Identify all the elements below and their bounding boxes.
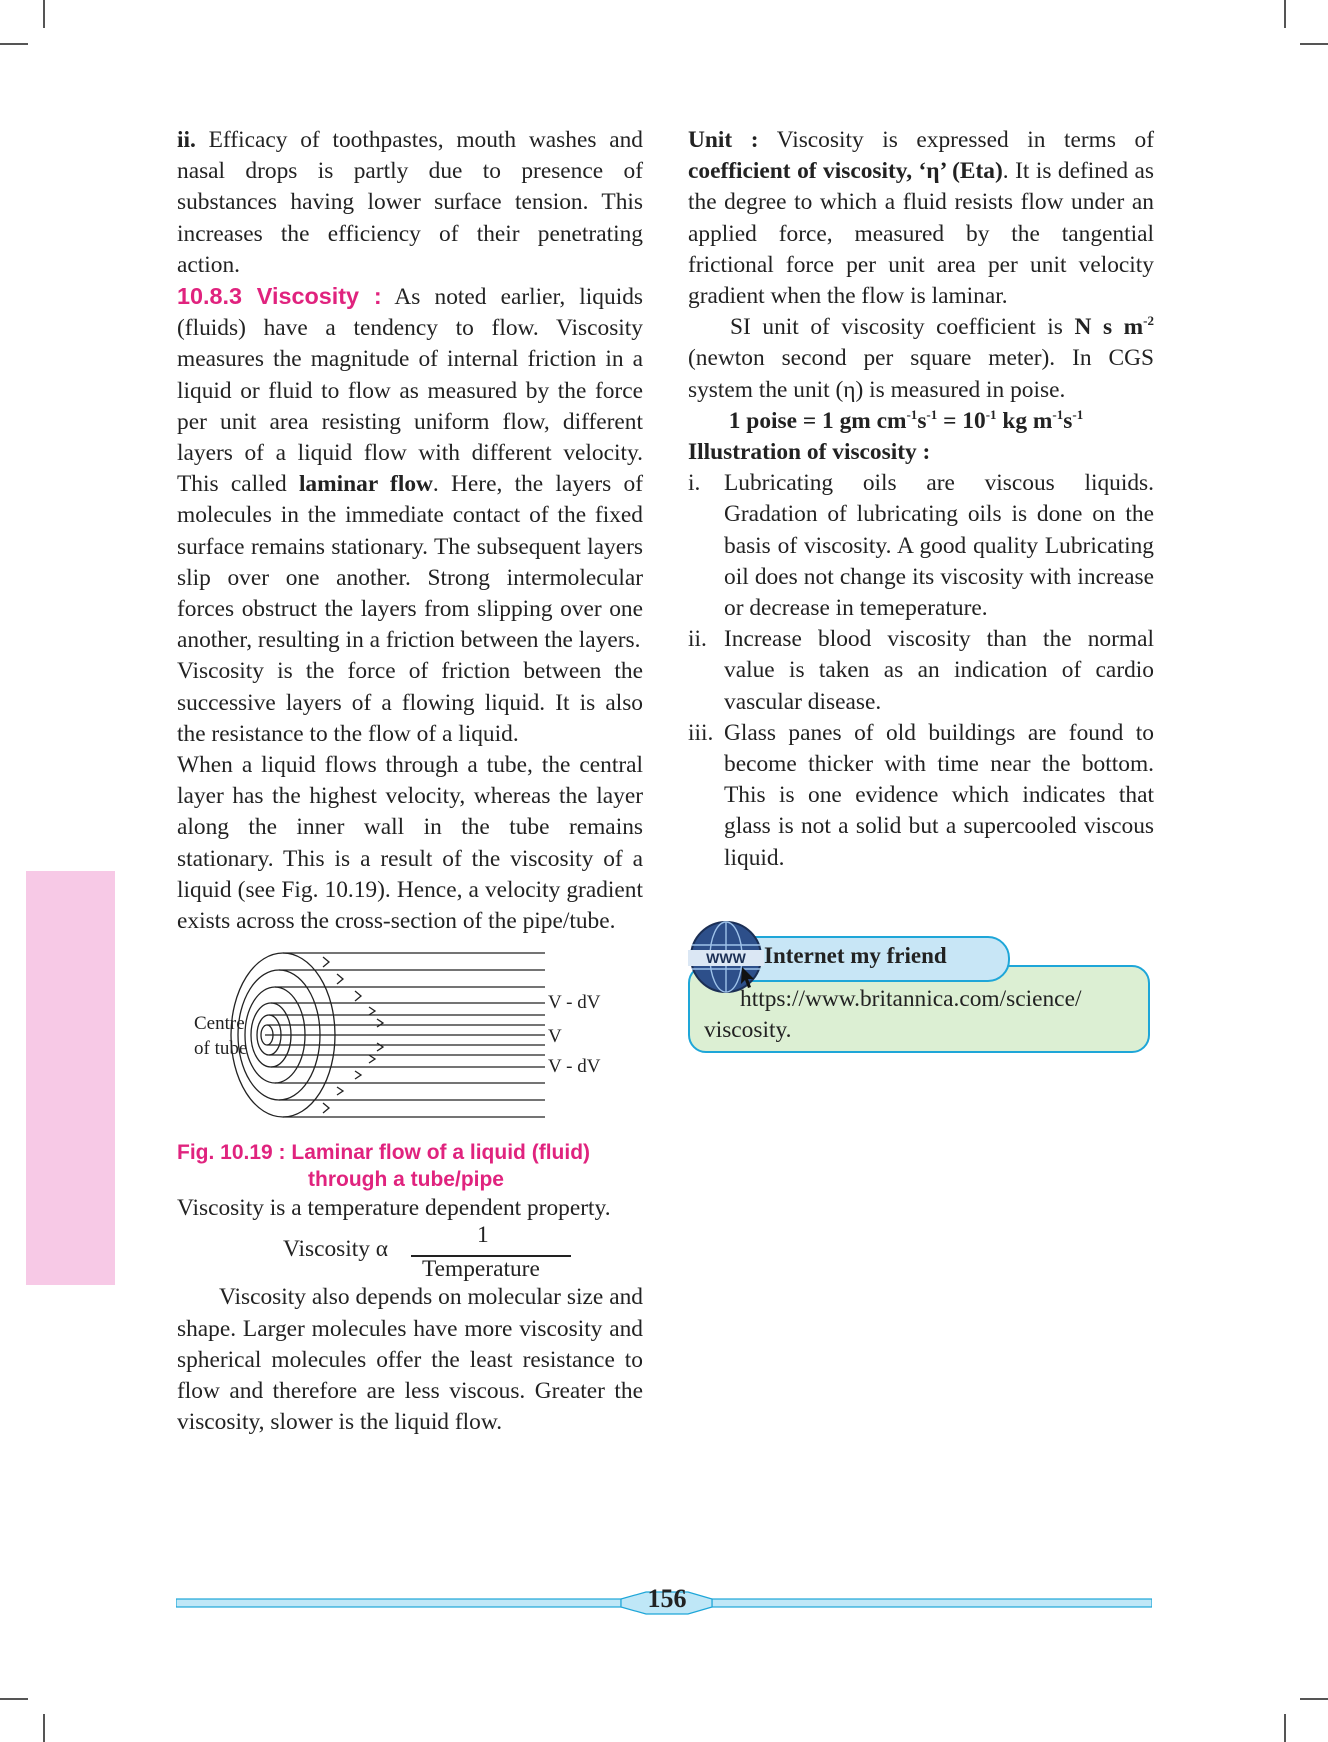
- laminar-flow-figure: [177, 945, 643, 1135]
- list-number: iii.: [688, 719, 714, 746]
- left-column: [177, 125, 643, 1439]
- superscript: -1: [985, 407, 997, 423]
- globe-label: WWW: [706, 950, 746, 966]
- list-item: [688, 718, 1154, 874]
- internet-my-friend-box: [688, 914, 1154, 1054]
- paragraph-unit: [688, 125, 1154, 312]
- centre-label: Centre: [194, 1013, 245, 1035]
- paragraph-text: As noted earlier, liquids (fluids) have a tendency to flow. Viscosity measures the magnitude of internal friction in a liquid or fluid to flow as measured by the force per unit area resisting uniform flow, different layers of a liquid flow with different velocity. This called: [177, 284, 643, 498]
- crop-mark: [1284, 0, 1286, 28]
- paragraph-text: . Here, the layers of molecules in the immediate contact of the fixed surface remains stationary. The subsequent layers slip over one another. Strong intermolecular forces obstruct the layers from slipping over one another, resulting in a friction between the layers.: [177, 471, 643, 654]
- velocity-label-mid: V: [548, 1026, 562, 1048]
- crop-mark: [1300, 43, 1328, 45]
- velocity-label-bottom: V - dV: [548, 1056, 601, 1078]
- crop-mark: [43, 1714, 45, 1742]
- paragraph-efficacy: [177, 125, 643, 281]
- paragraph-text: Viscosity is expressed in terms of: [758, 127, 1154, 153]
- paragraph-tube-flow: When a liquid flows through a tube, the central layer has the highest velocity, whereas the layer along the inner wall in the tube remains stationary. This is a result of the viscosity of a liquid (see Fig. 10.19). Hence, a velocity gradient exists across the cross-section of the pipe/tube.: [177, 752, 643, 935]
- proportionality-formula: [177, 1224, 643, 1282]
- list-text: Increase blood viscosity than the normal value is taken as an indication of cardio vascular disease.: [724, 626, 1154, 715]
- caption-line: through a tube/pipe: [308, 1168, 504, 1192]
- formula-part: = 10: [937, 407, 986, 434]
- superscript: -1: [926, 407, 938, 423]
- laminar-flow-diagram: [177, 945, 643, 1135]
- crop-mark: [1284, 1714, 1286, 1742]
- superscript: -1: [1052, 407, 1064, 423]
- caption-line: Fig. 10.19 : Laminar flow of a liquid (fluid): [177, 1141, 591, 1165]
- page-footer: [176, 1584, 1152, 1616]
- crop-mark: [43, 0, 45, 28]
- item-label: ii.: [177, 127, 196, 153]
- chapter-side-tab: [26, 871, 115, 1285]
- list-item: [688, 468, 1154, 624]
- poise-formula: [688, 406, 1154, 437]
- page-number: 156: [647, 1584, 687, 1613]
- illustration-heading: [688, 437, 1154, 468]
- paragraph-text: (newton second per square meter). In CGS system the unit (η) is measured in poise.: [688, 345, 1154, 403]
- list-text: Glass panes of old buildings are found to become thicker with time near the bottom. This is one evidence which indicates that glass is not a solid but a supercooled viscous liquid.: [724, 719, 1154, 871]
- list-text: Lubricating oils are viscous liquids. Gradation of lubricating oils is done on the basis of viscosity. A good quality Lubricating oil does not change its viscosity with increase or decrease in temeperature.: [724, 470, 1154, 622]
- crop-mark: [0, 1698, 28, 1700]
- paragraph-si-unit: [688, 312, 1154, 406]
- url-line[interactable]: viscosity.: [704, 1017, 792, 1044]
- velocity-label-top: V - dV: [548, 992, 601, 1014]
- crop-mark: [0, 43, 28, 45]
- formula-part: s: [917, 407, 927, 434]
- unit-label: Unit :: [688, 127, 759, 153]
- formula-part: 1 poise = 1 gm cm: [728, 407, 907, 434]
- paragraph-text: . It is defined as the degree to which a fluid resists flow under an applied force, measured by the tangential frictional force per unit area per unit velocity gradient when the flow is laminar.: [688, 158, 1154, 310]
- paragraph-viscosity-intro: [177, 281, 643, 656]
- superscript: -1: [906, 407, 918, 423]
- figure-caption: [177, 1139, 643, 1193]
- heading-text: Illustration of viscosity :: [688, 439, 931, 466]
- internet-title: Internet my friend: [764, 943, 947, 968]
- si-unit: N s m: [1074, 314, 1144, 341]
- list-number: i.: [688, 470, 701, 497]
- internet-link[interactable]: [704, 984, 1136, 1046]
- formula-denominator: Temperature: [422, 1256, 540, 1283]
- crop-mark: [1300, 1698, 1328, 1700]
- term-laminar-flow: laminar flow: [298, 471, 433, 498]
- list-number: ii.: [688, 626, 707, 653]
- formula-numerator: 1: [477, 1222, 489, 1249]
- centre-label: of tube: [194, 1038, 248, 1060]
- term-coefficient: coefficient of viscosity, ‘η’ (Eta): [688, 158, 1003, 185]
- formula-part: kg m: [996, 407, 1053, 434]
- paragraph-molecular-size: Viscosity also depends on molecular size and shape. Larger molecules have more viscosity and spherical molecules offer the least resistance to flow and therefore are less viscous. Greater the viscosity, slower is the liquid flow.: [177, 1284, 643, 1436]
- paragraph-temperature: Viscosity is a temperature dependent property.: [177, 1195, 611, 1222]
- paragraph-text: SI unit of viscosity coefficient is: [730, 314, 1075, 341]
- list-item: [688, 624, 1154, 718]
- paragraph-text: Efficacy of toothpastes, mouth washes and nasal drops is partly due to presence of substances having lower surface tension. This increases the efficiency of their penetrating action.: [177, 127, 643, 278]
- formula-lhs: Viscosity α: [283, 1236, 389, 1263]
- illustration-list: [688, 468, 1154, 874]
- paragraph-definition: Viscosity is the force of friction between the successive layers of a flowing liquid. It is also the resistance to the flow of a liquid.: [177, 658, 643, 747]
- formula-part: s: [1063, 407, 1073, 434]
- superscript: -1: [1072, 407, 1084, 423]
- right-column: [688, 125, 1154, 874]
- section-heading: 10.8.3 Viscosity :: [177, 283, 382, 310]
- url-line[interactable]: https://www.britannica.com/science/: [740, 986, 1082, 1012]
- superscript: -2: [1143, 313, 1154, 329]
